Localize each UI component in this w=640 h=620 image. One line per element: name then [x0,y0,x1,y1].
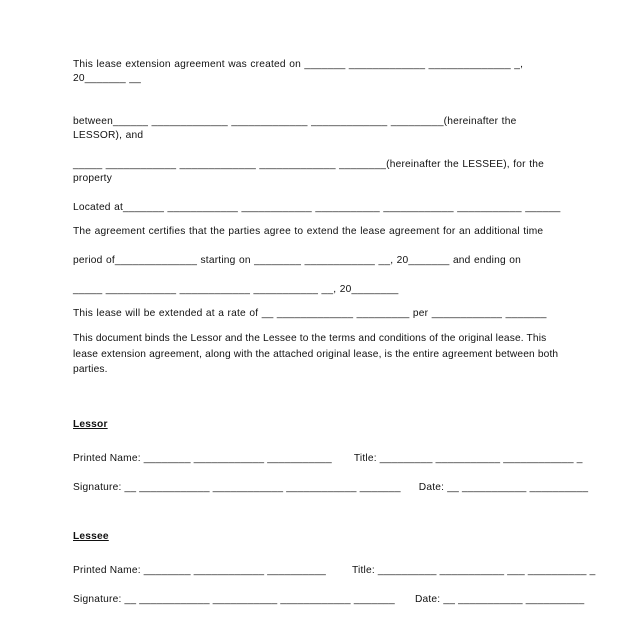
spacer [73,186,569,201]
signature-heading-lessee: Lessee [73,530,109,542]
lessee-signature-field[interactable]: Signature: __ ____________ ___________ ____________ _______ [73,593,395,605]
spacer [73,430,569,452]
spacer [73,466,569,481]
lessee-printed-name-field[interactable]: Printed Name: ________ ____________ __________ [73,564,326,576]
spacer [73,297,569,307]
lessor-signature-field[interactable]: Signature: __ ____________ ____________ ____________ _______ [73,481,401,493]
lessee-printed-name-row [73,564,596,578]
lessor-signature-row [73,481,589,495]
signature-heading-lessor: Lessor [73,418,108,430]
lessor-title-field[interactable]: Title: _________ ___________ ____________ _ [353,452,583,464]
paragraph-rate: This lease will be extended at a rate of __ _____________ _________ per ____________ _______ [73,308,547,319]
document-body [73,58,596,607]
spacer [73,495,569,531]
paragraph-binds: This document binds the Lessor and the Lessee to the terms and conditions of the original lease. This lease extension agreement, along with the attached original lease, is the entire agreement between both parties. [73,333,559,376]
lessee-date-field[interactable]: Date: __ ___________ __________ [414,593,585,605]
lessor-printed-name-row [73,452,583,466]
paragraph-ending-line: _____ ____________ ____________ ___________ __, 20________ [73,284,399,295]
lessor-date-field[interactable]: Date: __ ___________ __________ [418,481,589,493]
signature-block-lessor [73,418,589,495]
spacer [73,215,569,225]
paragraph-located-at: Located at_______ ____________ ____________ ___________ ____________ ___________ ______ [73,202,561,213]
paragraph-created-on: This lease extension agreement was created on _______ _____________ ______________ _, 20_______ __ [73,59,527,84]
spacer [73,268,569,283]
spacer [73,239,569,254]
paragraph-lessee-line: _____ ____________ _____________ _____________ ________(hereinafter the LESSEE), for the property [73,159,548,184]
paragraph-period-of: period of______________ starting on ________ ____________ __, 20_______ and ending on [73,255,521,266]
paragraph-certifies: The agreement certifies that the parties agree to extend the lease agreement for an additional time [73,226,544,237]
spacer [73,86,569,115]
lessee-title-field[interactable]: Title: __________ ___________ ___ __________ _ [351,564,596,576]
spacer [73,321,569,331]
lessee-signature-row [73,593,585,607]
lessor-printed-name-field[interactable]: Printed Name: ________ ____________ ___________ [73,452,332,464]
spacer [73,143,569,158]
spacer [73,378,569,419]
spacer [73,542,569,564]
paragraph-between: between______ _____________ _____________ _____________ _________(hereinafter the LESSOR), and [73,116,520,141]
signature-block-lessee [73,530,596,607]
spacer [73,578,569,593]
